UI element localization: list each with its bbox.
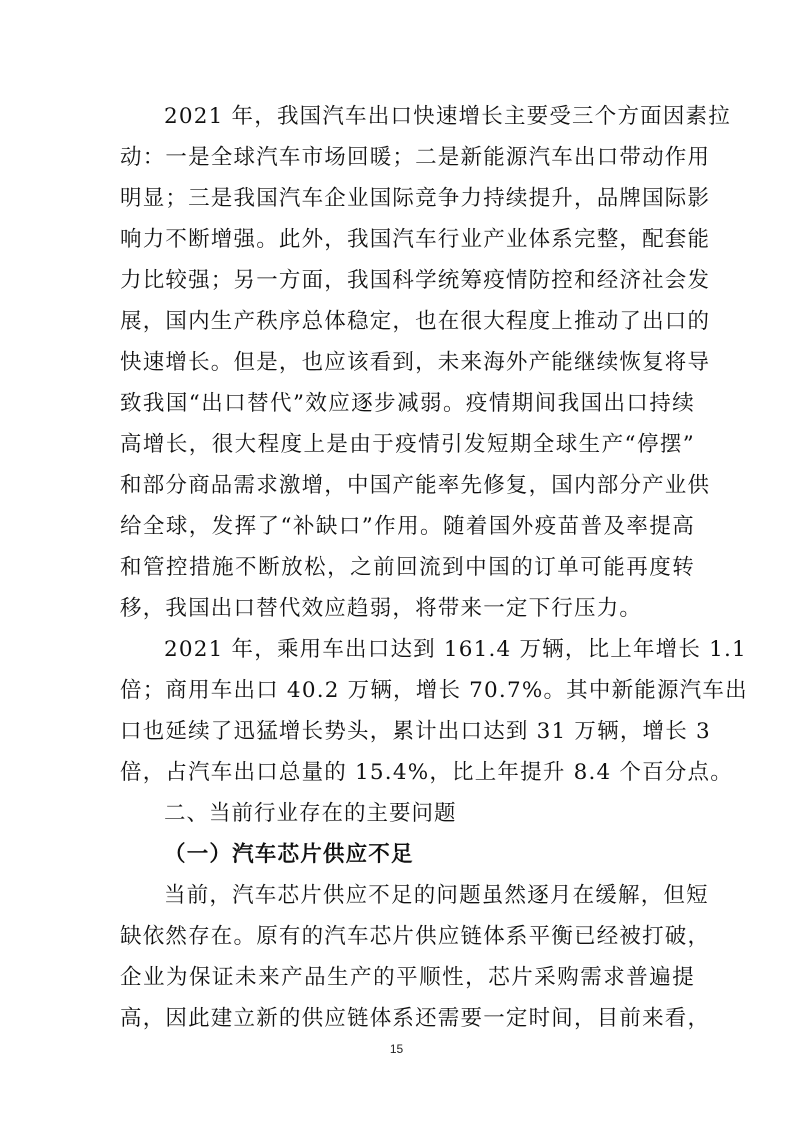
paragraph-line: 给全球，发挥了“补缺口”作用。随着国外疫苗普及率提高 bbox=[120, 514, 695, 539]
section-heading: 二、当前行业存在的主要问题 bbox=[164, 801, 457, 826]
paragraph-line: 和部分商品需求激增，中国产能率先修复，国内部分产业供 bbox=[120, 473, 711, 498]
paragraph-line: 快速增长。但是，也应该看到，未来海外产能继续恢复将导 bbox=[120, 350, 711, 375]
paragraph-line: 明显；三是我国汽车企业国际竞争力持续提升，品牌国际影 bbox=[120, 186, 711, 211]
paragraph-line: 动：一是全球汽车市场回暖；二是新能源汽车出口带动作用 bbox=[120, 145, 711, 170]
subsection-heading: （一）汽车芯片供应不足 bbox=[164, 842, 414, 867]
paragraph-line: 致我国“出口替代”效应逐步减弱。疫情期间我国出口持续 bbox=[120, 391, 695, 416]
paragraph-line: 2021 年，乘用车出口达到 161.4 万辆，比上年增长 1.1 bbox=[164, 637, 747, 662]
paragraph-line: 2021 年，我国汽车出口快速增长主要受三个方面因素拉 bbox=[164, 104, 731, 129]
paragraph-line: 响力不断增强。此外，我国汽车行业产业体系完整，配套能 bbox=[120, 227, 711, 252]
paragraph-line: 企业为保证未来产品生产的平顺性，芯片采购需求普遍提 bbox=[120, 965, 695, 990]
paragraph-line: 和管控措施不断放松，之前回流到中国的订单可能再度转 bbox=[120, 555, 695, 580]
paragraph-line: 倍，占汽车出口总量的 15.4%，比上年提升 8.4 个百分点。 bbox=[120, 760, 733, 785]
paragraph-line: 力比较强；另一方面，我国科学统筹疫情防控和经济社会发 bbox=[120, 268, 711, 293]
paragraph-line: 高增长，很大程度上是由于疫情引发短期全球生产“停摆” bbox=[120, 432, 695, 457]
paragraph-line: 展，国内生产秩序总体稳定，也在很大程度上推动了出口的 bbox=[120, 309, 711, 334]
paragraph-line: 当前，汽车芯片供应不足的问题虽然逐月在缓解，但短 bbox=[164, 883, 709, 908]
paragraph-line: 移，我国出口替代效应趋弱，将带来一定下行压力。 bbox=[120, 596, 643, 621]
paragraph-line: 口也延续了迅猛增长势头，累计出口达到 31 万辆，增长 3 bbox=[120, 719, 711, 744]
page-number: 15 bbox=[389, 1042, 404, 1056]
paragraph-line: 高，因此建立新的供应链体系还需要一定时间，目前来看， bbox=[120, 1006, 711, 1031]
paragraph-line: 倍；商用车出口 40.2 万辆，增长 70.7%。其中新能源汽车出 bbox=[120, 678, 748, 703]
paragraph-line: 缺依然存在。原有的汽车芯片供应链体系平衡已经被打破， bbox=[120, 924, 711, 949]
